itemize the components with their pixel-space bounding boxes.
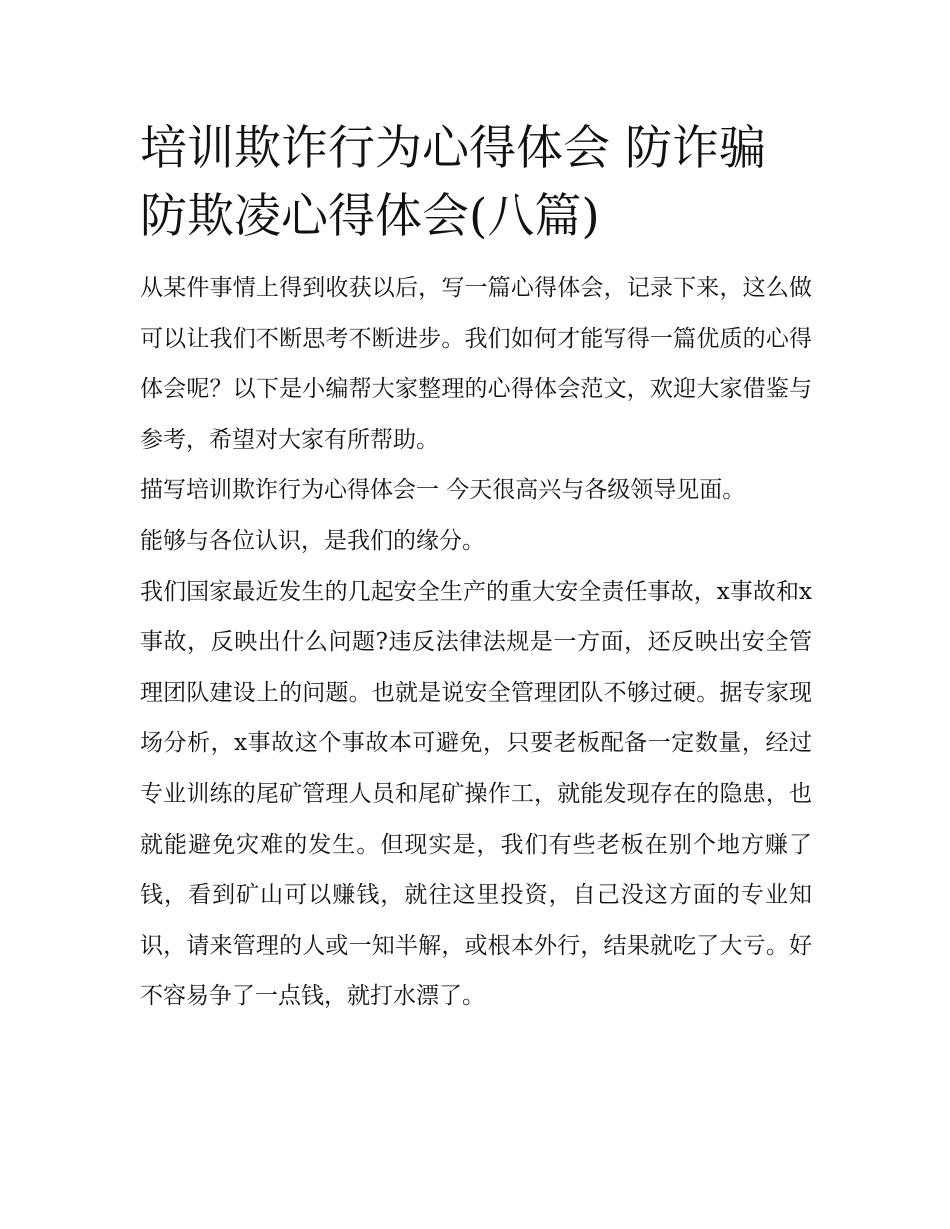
document-title: 培训欺诈行为心得体会 防诈骗防欺凌心得体会(八篇) bbox=[140, 121, 766, 244]
safety-accident-paragraph: 我们国家最近发生的几起安全生产的重大安全责任事故，x事故和x事故，反映出什么问题?违反法律法规是一方面，还反映出安全管理团队建设上的问题。也就是说安全管理团队不够过硬。据专家现场分析，x事故这个事故本可避免，只要老板配备一定数量，经过专业训练的尾矿管理人员和尾矿操作工，就能发现存在的隐患，也就能避免灾难的发生。但现实是，我们有些老板在别个地方赚了钱，看到矿山可以赚钱，就往这里投资，自己没这方面的专业知识，请来管理的人或一知半解，或根本外行，结果就吃了大亏。好不容易争了一点钱，就打水漂了。 bbox=[140, 578, 812, 1010]
title-spacing bbox=[140, 251, 812, 263]
section-one-heading-paragraph: 描写培训欺诈行为心得体会一 今天很高兴与各级领导见面。 bbox=[140, 477, 746, 504]
document-body bbox=[140, 115, 812, 1022]
greeting-paragraph: 能够与各位认识，是我们的缘分。 bbox=[140, 527, 485, 554]
intro-paragraph: 从某件事情上得到收获以后，写一篇心得体会，记录下来，这么做可以让我们不断思考不断进步。我们如何才能写得一篇优质的心得体会呢？以下是小编帮大家整理的心得体会范文，欢迎大家借鉴与参考，希望对大家有所帮助。 bbox=[140, 275, 812, 453]
